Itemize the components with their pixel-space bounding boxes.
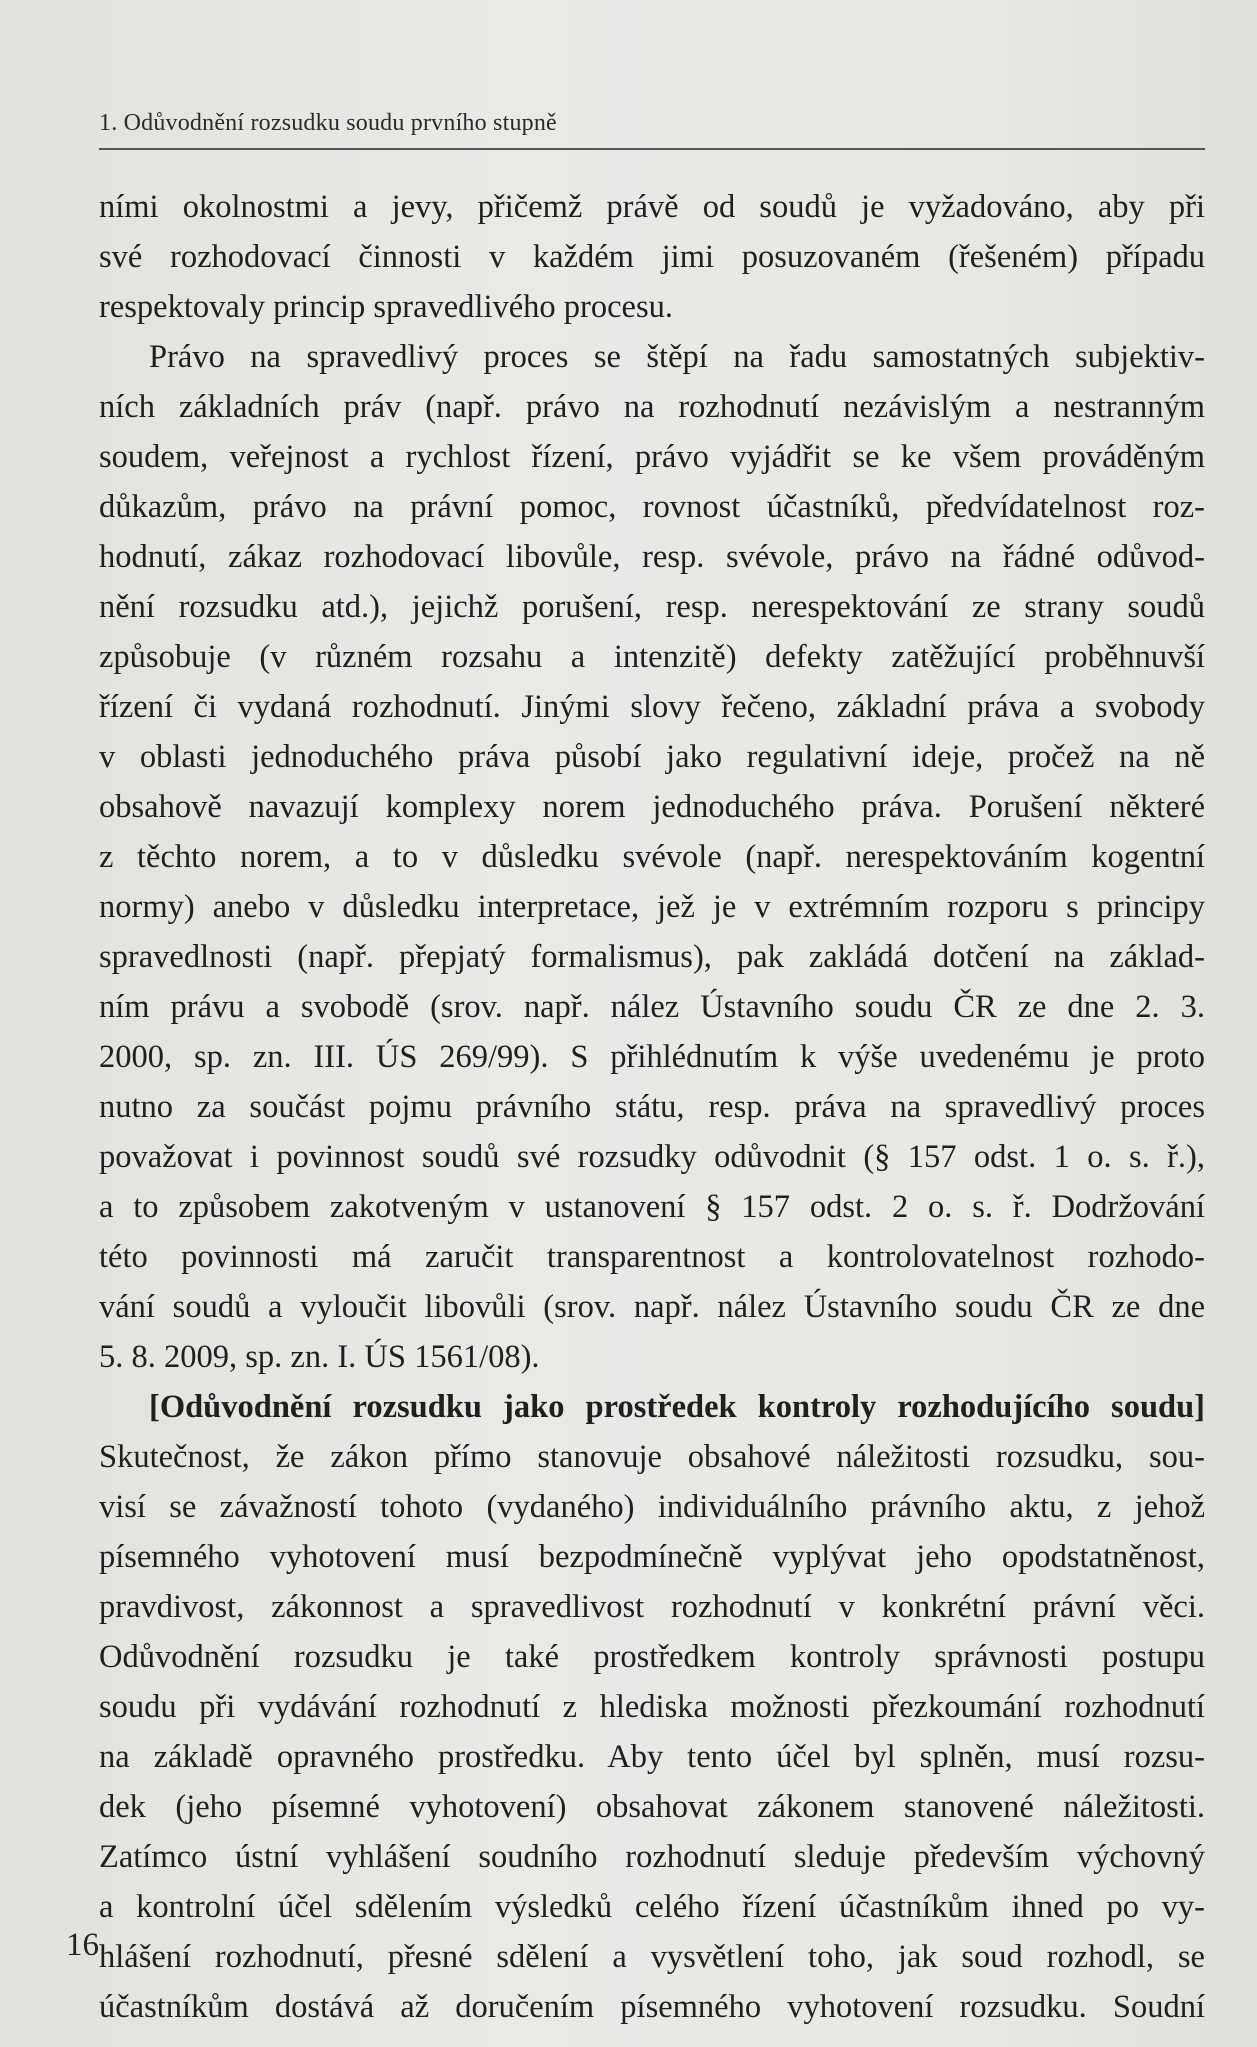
text-line: Zatímco ústní vyhlášení soudního rozhodnutí sleduje především výchovný: [99, 1839, 1205, 1875]
text-line: respektovaly princip spravedlivého procesu.: [99, 289, 673, 325]
text-line: v oblasti jednoduchého práva působí jako regulativní ideje, pročež na ně: [99, 739, 1205, 775]
text-line: 2000, sp. zn. III. ÚS 269/99). S přihlédnutím k výše uvedenému je proto: [99, 1039, 1205, 1075]
text-line: normy) anebo v důsledku interpretace, jež je v extrémním rozporu s principy: [99, 889, 1205, 925]
text-line: této povinnosti má zaručit transparentnost a kontrolovatelnost rozhodo-: [99, 1239, 1205, 1275]
text-line: visí se závažností tohoto (vydaného) individuálního právního aktu, z jehož: [99, 1489, 1205, 1525]
text-line: hodnutí, zákaz rozhodovací libovůle, resp. svévole, právo na řádné odůvod-: [99, 539, 1205, 575]
text-line: nění rozsudku atd.), jejichž porušení, resp. nerespektování ze strany soudů: [99, 589, 1205, 625]
text-line: způsobuje (v různém rozsahu a intenzitě) defekty zatěžující proběhnuvší: [99, 639, 1205, 675]
text-line: hlášení rozhodnutí, přesné sdělení a vysvětlení toho, jak soud rozhodl, se: [99, 1939, 1205, 1975]
text-line: na základě opravného prostředku. Aby tento účel byl splněn, musí rozsu-: [99, 1739, 1205, 1775]
text-line: účastníkům dostává až doručením písemného vyhotovení rozsudku. Soudní: [99, 1989, 1205, 2025]
text-line: a kontrolní účel sdělením výsledků celého řízení účastníkům ihned po vy-: [99, 1889, 1205, 1925]
section-heading-line: [99, 1382, 1205, 1432]
text-line: důkazům, právo na právní pomoc, rovnost účastníků, předvídatelnost roz-: [99, 489, 1205, 525]
page-number: 16: [66, 1927, 99, 1963]
text-line: řízení či vydaná rozhodnutí. Jinými slovy řečeno, základní práva a svobody: [99, 689, 1205, 725]
text-line: dek (jeho písemné vyhotovení) obsahovat zákonem stanovené náležitosti.: [99, 1789, 1205, 1825]
text-line: vání soudů a vyloučit libovůli (srov. např. nález Ústavního soudu ČR ze dne: [99, 1289, 1205, 1325]
section-heading: [Odůvodnění rozsudku jako prostředek kontroly rozhodujícího soudu]: [149, 1389, 1205, 1425]
text-line: nutno za součást pojmu právního státu, resp. práva na spravedlivý proces: [99, 1089, 1205, 1125]
text-line: ním právu a svobodě (srov. např. nález Ústavního soudu ČR ze dne 2. 3.: [99, 989, 1205, 1025]
text-line: Právo na spravedlivý proces se štěpí na řadu samostatných subjektiv-: [149, 339, 1205, 375]
header-rule: [99, 148, 1205, 150]
text-line: své rozhodovací činnosti v každém jimi posuzovaném (řešeném) případu: [99, 239, 1205, 275]
text-line: obsahově navazují komplexy norem jednoduchého práva. Porušení některé: [99, 789, 1205, 825]
text-line: Odůvodnění rozsudku je také prostředkem kontroly správnosti postupu: [99, 1639, 1205, 1675]
text-line: spravedlnosti (např. přepjatý formalismus), pak zakládá dotčení na základ-: [99, 939, 1205, 975]
text-line: ních základních práv (např. právo na rozhodnutí nezávislým a nestranným: [99, 389, 1205, 425]
text-line: pravdivost, zákonnost a spravedlivost rozhodnutí v konkrétní právní věci.: [99, 1589, 1205, 1625]
text-line: písemného vyhotovení musí bezpodmínečně vyplývat jeho opodstatněnost,: [99, 1539, 1205, 1575]
text-line: soudu při vydávání rozhodnutí z hlediska možnosti přezkoumání rozhodnutí: [99, 1689, 1205, 1725]
text-line: považovat i povinnost soudů své rozsudky odůvodnit (§ 157 odst. 1 o. s. ř.),: [99, 1139, 1205, 1175]
text-line: ními okolnostmi a jevy, přičemž právě od soudů je vyžadováno, aby při: [99, 189, 1205, 225]
text-line: a to způsobem zakotveným v ustanovení § 157 odst. 2 o. s. ř. Dodržování: [99, 1189, 1205, 1225]
running-head: 1. Odůvodnění rozsudku soudu prvního stupně: [99, 110, 557, 136]
text-line: Skutečnost, že zákon přímo stanovuje obsahové náležitosti rozsudku, sou-: [99, 1439, 1205, 1475]
text-line: z těchto norem, a to v důsledku svévole (např. nerespektováním kogentní: [99, 839, 1205, 875]
text-line: 5. 8. 2009, sp. zn. I. ÚS 1561/08).: [99, 1339, 540, 1375]
body-text: [99, 182, 1205, 2032]
text-line: soudem, veřejnost a rychlost řízení, právo vyjádřit se ke všem prováděným: [99, 439, 1205, 475]
